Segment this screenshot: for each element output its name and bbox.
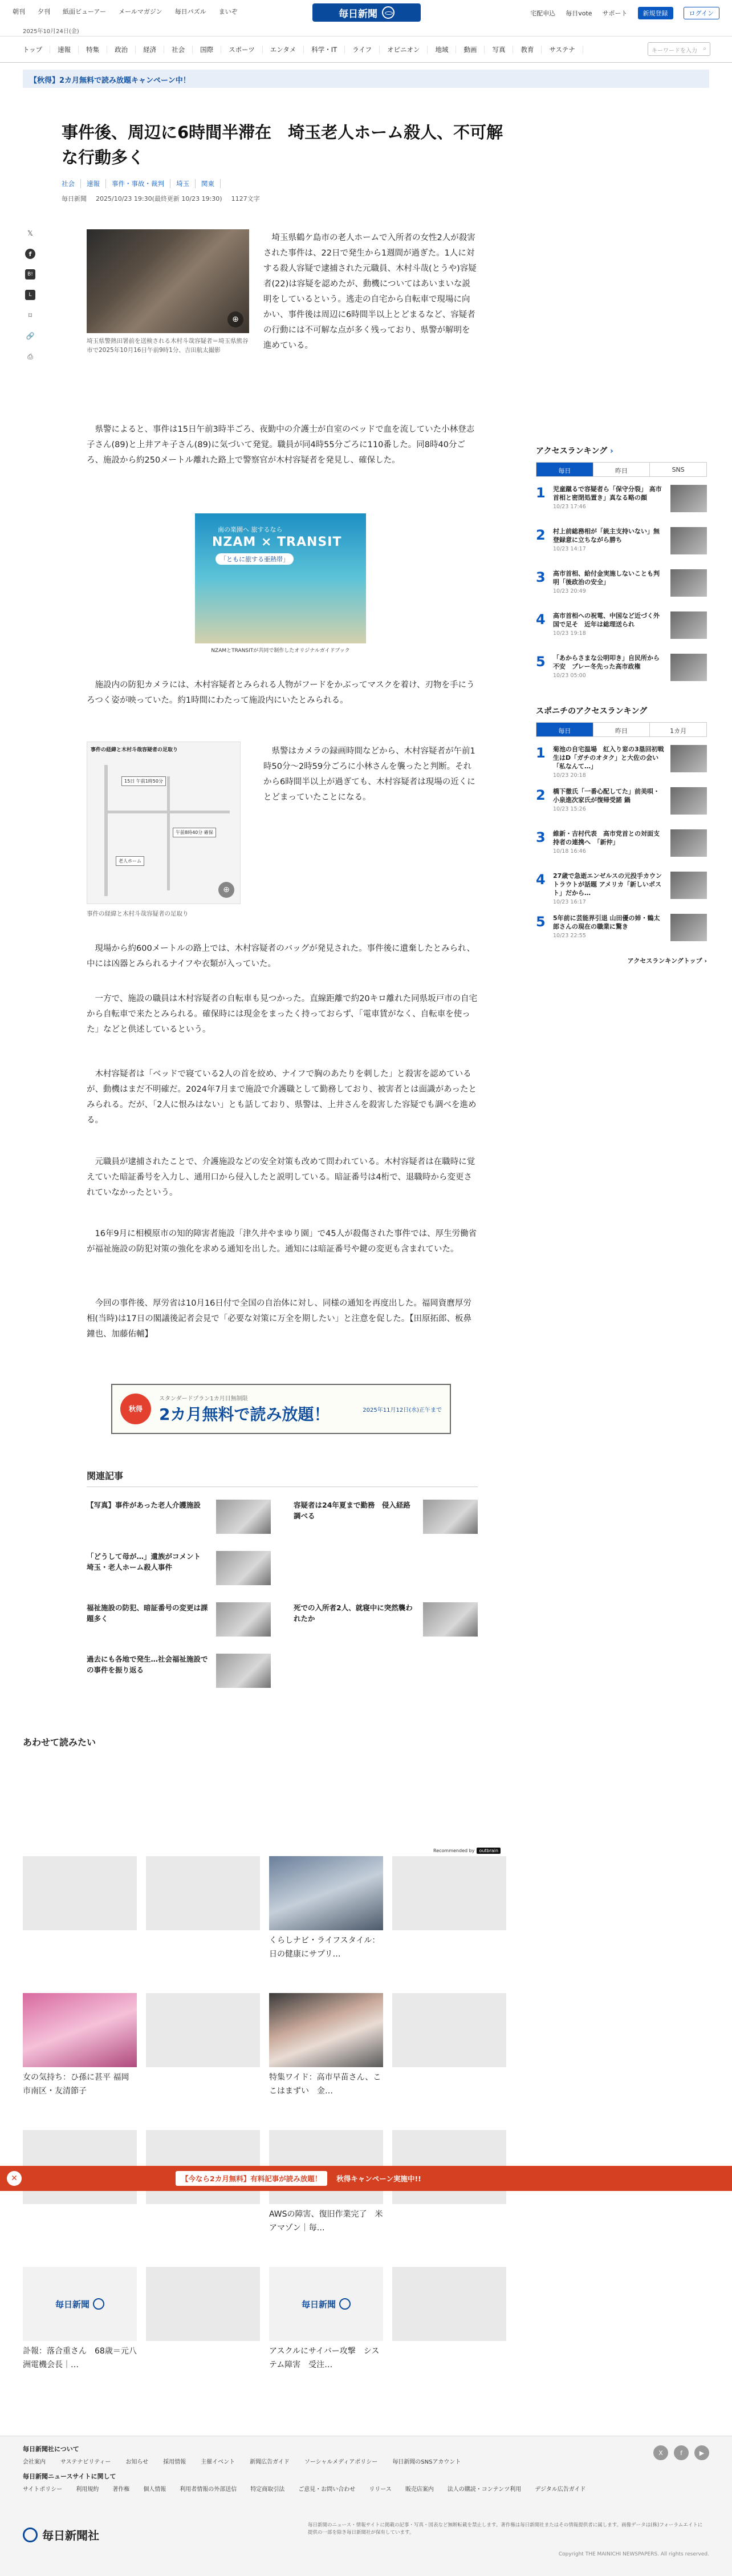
map-label-box: 老人ホーム <box>116 856 144 866</box>
card-title <box>392 2208 506 2235</box>
recommend-card[interactable] <box>146 1993 260 2098</box>
rank-number: 2 <box>536 527 546 543</box>
rank-number: 4 <box>536 611 546 627</box>
footer-link[interactable]: 会社案内 <box>23 2459 46 2465</box>
rank-thumb <box>670 527 707 554</box>
card-image <box>23 2267 137 2341</box>
nav-item-breaking[interactable]: 速報 <box>50 46 79 54</box>
rank-time: 10/23 22:55 <box>553 933 586 939</box>
hatena-icon[interactable]: B! <box>25 269 35 280</box>
rank-time: 10/23 17:46 <box>553 504 586 510</box>
nav-item-politics[interactable]: 政治 <box>107 46 136 54</box>
article-body-5 <box>87 991 478 1038</box>
mainichi-logo <box>302 2298 351 2310</box>
facebook-icon[interactable]: f <box>674 2445 689 2460</box>
footer-link[interactable]: リリース <box>369 2486 392 2493</box>
article-body-7 <box>87 1155 478 1201</box>
card-title <box>392 1934 506 1961</box>
related-thumb <box>423 1602 478 1637</box>
recommend-card[interactable] <box>146 1856 260 1961</box>
nav-item-sports[interactable]: スポーツ <box>221 46 263 54</box>
tab-today[interactable]: 毎日 <box>536 723 593 736</box>
footer-link[interactable]: 採用情報 <box>163 2459 186 2465</box>
card-image <box>146 2267 260 2341</box>
photo-image[interactable] <box>87 229 249 333</box>
banner-headline: 2カ月無料で読み放題！ <box>159 1404 330 1424</box>
banner-text <box>159 1394 330 1425</box>
footer-link[interactable]: 個人情報 <box>143 2486 166 2493</box>
article-photo <box>87 229 249 355</box>
related-thumb <box>216 1602 271 1637</box>
footer-link[interactable]: 利用者情報の外部送信 <box>180 2486 237 2493</box>
footer-link[interactable]: 毎日新聞のSNSアカウント <box>392 2459 461 2465</box>
nav-item-society[interactable]: 社会 <box>164 46 193 54</box>
logo-text: 毎日新聞 <box>339 8 377 20</box>
close-icon[interactable]: ✕ <box>7 2171 22 2186</box>
related-item[interactable] <box>294 1602 478 1637</box>
top-link-evening[interactable]: 夕刊 <box>38 8 50 15</box>
footer-link[interactable]: ご意見・お問い合わせ <box>298 2486 356 2493</box>
rank-title: 高市首相、給付金実施しないことも判明「後政治の安全」 <box>553 570 660 586</box>
ranking-item[interactable] <box>536 654 707 690</box>
article-lead <box>263 230 478 354</box>
footer-about-heading: 毎日新聞社について <box>23 2445 79 2453</box>
rank-title: 橋下徹氏「一番心配してた」前美唄・小泉進次家氏が復帰受諾 鍋 <box>553 788 660 804</box>
card-title <box>146 2344 260 2372</box>
rank-number: 2 <box>536 787 546 803</box>
related-title: 福祉施設の防犯、暗証番号の変更は課題多く <box>87 1603 208 1623</box>
ad-headline: NZAM × TRANSIT <box>212 535 342 549</box>
card-title <box>146 1934 260 1961</box>
rank-time: 10/23 14:17 <box>553 546 586 552</box>
card-image <box>23 1993 137 2067</box>
nav-item-education[interactable]: 教育 <box>513 46 542 54</box>
sidebar <box>536 445 707 965</box>
rank-time: 10/23 05:00 <box>553 673 586 679</box>
article-body-3 <box>263 744 478 805</box>
ranking-item[interactable] <box>536 829 707 866</box>
footer-link[interactable]: 法人の購読・コンテンツ利用 <box>447 2486 522 2493</box>
rank-number: 1 <box>536 745 546 761</box>
tab-month[interactable]: 1カ月 <box>670 727 687 735</box>
footer-link[interactable]: 主催イベント <box>201 2459 235 2465</box>
footer-link[interactable]: お知らせ <box>125 2459 149 2465</box>
footer-logo[interactable] <box>23 2526 99 2543</box>
nav-item-entertainment[interactable]: エンタメ <box>263 46 304 54</box>
card-title <box>23 2208 137 2235</box>
line-icon[interactable]: L <box>25 290 35 300</box>
share-bar <box>25 228 36 372</box>
article-body-1 <box>87 422 478 468</box>
rank-number: 4 <box>536 872 546 888</box>
recommend-row-1 <box>23 1856 507 1961</box>
article-meta <box>62 194 478 203</box>
top-link-mail[interactable]: メールマガジン <box>119 8 162 15</box>
footer-link[interactable]: デジタル広告ガイド <box>535 2486 586 2493</box>
related-articles <box>87 1469 478 1688</box>
related-title: 【写真】事件があった老人介護施設 <box>87 1501 201 1509</box>
footer-link[interactable]: 著作権 <box>112 2486 130 2493</box>
nav-item-video[interactable]: 動画 <box>456 46 485 54</box>
card-title: アスクルにサイバー攻撃 システム障害 受注… <box>269 2347 380 2370</box>
rank-thumb <box>670 787 707 815</box>
nav-item-feature[interactable]: 特集 <box>79 46 107 54</box>
tag-link[interactable]: 埼玉 <box>170 179 196 188</box>
nav-item-life[interactable]: ライフ <box>345 46 380 54</box>
card-title: 特集ワイド：高市早苗さん、ここはまずい 金… <box>269 2073 381 2096</box>
rank-time: 10/23 19:18 <box>553 630 586 637</box>
footer-link[interactable]: 利用規約 <box>76 2486 99 2493</box>
access-ranking-title[interactable] <box>536 445 707 456</box>
chevron-right-icon: › <box>704 957 707 965</box>
nav-item-top[interactable]: トップ <box>23 46 50 54</box>
site-logo[interactable] <box>312 3 421 22</box>
card-image <box>269 1993 383 2067</box>
nav-item-photo[interactable]: 写真 <box>485 46 513 54</box>
rank-thumb <box>670 611 707 639</box>
top-link-support[interactable]: サポート <box>602 10 628 17</box>
link-icon[interactable]: 🔗 <box>26 332 35 340</box>
rank-thumb <box>670 654 707 681</box>
related-item[interactable] <box>87 1551 271 1585</box>
rank-title: 村上前総務相が「統主支持いない」無登録意に立ちながら勝ち <box>553 528 660 544</box>
ranking-item[interactable] <box>536 787 707 824</box>
nav-item-science[interactable]: 科学・IT <box>304 46 345 54</box>
sticky-campaign-banner[interactable] <box>0 2166 732 2191</box>
recommend-card[interactable] <box>23 1993 137 2098</box>
card-title <box>23 1934 137 1961</box>
related-thumb <box>216 1500 271 1534</box>
mainichi-logo <box>55 2298 104 2310</box>
body-paragraph: 施設内の防犯カメラには、木村容疑者とみられる人物がフードをかぶってマスクを着け、刃物を手にうろつく姿が映っていた。約1時間にわたって施設内にいたとみられる。 <box>87 681 475 705</box>
related-item[interactable] <box>87 1654 271 1688</box>
ad-subline: 「ともに旅する亜熱帯」 <box>215 553 294 565</box>
sticky-submessage: 秋得キャンペーン実施中!! <box>336 2174 421 2183</box>
rank-thumb <box>670 745 707 772</box>
access-tabs <box>536 462 707 477</box>
recommended-by <box>433 1848 501 1854</box>
article-header <box>62 120 503 203</box>
card-title <box>146 2208 260 2235</box>
related-title: 過去にも各地で発生…社会福祉施設での事件を振り返る <box>87 1655 208 1674</box>
recommend-card[interactable] <box>23 1856 137 1961</box>
ad-text: 南の楽園へ 旅するなら <box>218 526 283 533</box>
nav-item-economy[interactable]: 経済 <box>136 46 164 54</box>
map-label-box: 午前8時40分 確保 <box>173 828 216 837</box>
tab-sns[interactable]: SNS <box>672 466 685 473</box>
logo-text: 毎日新聞 <box>55 2299 90 2310</box>
rank-title: 菊池の自宅温場 紅入り窓の3塁回初戦生はD「ガチのオタク」と大佐の会い「私なんて…」 <box>553 746 664 770</box>
map-caption: 事件の経緯と木村斗哉容疑者の足取り <box>87 910 189 917</box>
footer-link[interactable]: ソーシャルメディアポリシー <box>304 2459 378 2465</box>
rank-thumb <box>670 485 707 512</box>
search-placeholder: キーワードを入力 <box>652 48 697 54</box>
sports-tabs <box>536 722 707 737</box>
card-image <box>392 1856 506 1930</box>
top-left-links <box>13 7 238 16</box>
ranking-item[interactable] <box>536 527 707 564</box>
top-utility-bar <box>0 0 732 24</box>
rank-thumb <box>670 829 707 857</box>
banner-badge: 秋得 <box>120 1394 151 1424</box>
footer-link[interactable]: 新聞広告ガイド <box>250 2459 290 2465</box>
article-body-9 <box>87 1296 478 1342</box>
print-icon[interactable]: ⎙ <box>27 352 33 361</box>
related-thumb <box>216 1551 271 1585</box>
rank-title: 27歳で急逝エンゼルスの元投手カウントラウトが話題 アメリカ「新しいポスト」だから… <box>553 872 662 897</box>
footer-logo-text: 毎日新聞社 <box>42 2529 99 2542</box>
rank-time: 10/23 15:26 <box>553 806 586 812</box>
card-title: 女の気持ち：ひ孫に甚平 福岡市南区・友清節子 <box>23 2073 129 2096</box>
ranking-item[interactable] <box>536 569 707 606</box>
tag-link[interactable]: 事件・事故・裁判 <box>106 179 170 188</box>
footer-link[interactable]: 販売店案内 <box>405 2486 434 2493</box>
related-grid <box>87 1500 478 1688</box>
card-image <box>269 1856 383 1930</box>
rank-time: 10/23 20:18 <box>553 772 586 779</box>
footer-site-heading: 毎日新聞ニュースサイトに関して <box>23 2473 116 2480</box>
card-title: くらしナビ・ライフスタイル：日の健康にサプリ… <box>269 1936 380 1959</box>
rank-number: 3 <box>536 569 546 585</box>
banner-deadline: 2025年11月12日(水)正午まで <box>363 1407 442 1413</box>
body-paragraph: 県警によると、事件は15日午前3時半ごろ、夜勤中の介護士が自室のベッドで血を流していた小林登志子さん(89)と上井アキ子さん(89)に気づいて発覚。職員が同4時55分ごろに110番した。同8時40分ごろ、施設から約250メートル離れた路上で警察官が木村容疑者を発見し、確保した。 <box>87 425 475 465</box>
footer-link[interactable]: サステナビリティー <box>60 2459 111 2465</box>
map-road <box>167 776 170 890</box>
ranking-item[interactable] <box>536 745 707 781</box>
route-map[interactable] <box>87 742 241 904</box>
recommend-card[interactable] <box>269 1993 383 2098</box>
body-paragraph: 今回の事件後、厚労省は10月16日付で全国の自治体に対し、同様の通知を再度出した。福岡資麿厚労相(当時)は17日の閣議後記者会見で「必要な対策に万全を期したい」と注意を促した。【田原拓郎、板鼻鐘也、加藤佑輔】 <box>87 1299 472 1339</box>
top-link-vote[interactable]: 毎日vote <box>566 10 592 17</box>
recommend-card[interactable] <box>23 2267 137 2372</box>
rank-title: 維新・吉村代表 高市党首との対面支持者の連携へ 「新仲」 <box>553 830 660 846</box>
ranking-more-link[interactable] <box>536 956 707 965</box>
article-title: 事件後、周辺に6時間半滞在 埼玉老人ホーム殺人、不可解な行動多く <box>62 123 503 167</box>
card-title <box>146 2071 260 2098</box>
related-thumb <box>423 1500 478 1534</box>
related-item[interactable] <box>294 1500 478 1534</box>
card-image <box>146 1993 260 2067</box>
related-thumb <box>216 1654 271 1688</box>
x-icon[interactable]: 𝕏 <box>27 229 33 237</box>
card-image <box>146 1856 260 1930</box>
rank-number: 5 <box>536 654 546 670</box>
register-button[interactable]: 新規登録 <box>638 7 673 19</box>
chevron-right-icon: › <box>610 447 613 456</box>
inline-ad[interactable] <box>195 513 366 656</box>
article-body-8 <box>87 1226 478 1257</box>
nav-item-sustain[interactable]: サステナ <box>542 46 583 54</box>
card-image <box>269 2267 383 2341</box>
body-paragraph: 元職員が逮捕されたことで、介護施設などの安全対策も改めて問われている。木村容疑者は在職時に覚えていた暗証番号を入力し、通用口から侵入したと説明している。暗証番号は4桁で、退職時から変更されていなかったという。 <box>87 1157 475 1197</box>
related-heading: 関連記事 <box>87 1469 478 1487</box>
top-link-morning[interactable]: 朝刊 <box>13 8 25 15</box>
date-display: 2025年10月24日(金) <box>0 24 732 37</box>
photo-caption: 埼玉県警熱田署前を送検される木村斗哉容疑者＝埼玉県熊谷市で2025年10月16日午前9時1分、吉田航太撮影 <box>87 338 249 354</box>
related-title: 死での入所者2人、就寝中に突然襲われたか <box>294 1603 413 1623</box>
article-date: 2025/10/23 19:30(最終更新 10/23 19:30) <box>96 195 222 202</box>
search-input[interactable] <box>648 42 710 56</box>
x-icon[interactable]: X <box>653 2445 668 2460</box>
body-paragraph: 現場から約600メートルの路上では、木村容疑者のバッグが発見された。事件後に遺棄したとみられ、中には凶器とみられるナイフや衣類が入っていた。 <box>87 944 475 969</box>
more-label: アクセスランキングトップ <box>627 957 702 965</box>
ranking-item[interactable] <box>536 485 707 521</box>
recommend-card[interactable] <box>146 2267 260 2372</box>
footer-social <box>653 2445 709 2460</box>
nav-item-world[interactable]: 国際 <box>193 46 221 54</box>
access-ranking-label: アクセスランキング <box>536 447 608 456</box>
rank-title: 高市首相への祝電、中国など近づく外国で足そ 近年は総理送られ <box>553 612 660 628</box>
related-item-empty <box>294 1551 478 1585</box>
ranking-item[interactable] <box>536 914 707 950</box>
tab-yesterday[interactable]: 昨日 <box>593 463 650 476</box>
top-link-viewer[interactable]: 紙面ビューアー <box>63 8 107 15</box>
sticky-message: 【今なら2カ月無料】有料記事が読み放題！ <box>176 2171 327 2186</box>
banner-small: スタンダードプラン1カ月目無制限 <box>159 1395 248 1402</box>
article-source: 毎日新聞 <box>62 195 87 202</box>
card-image <box>392 2267 506 2341</box>
rank-time: 10/23 20:49 <box>553 588 586 594</box>
nav-item-opinion[interactable]: オピニオン <box>380 46 428 54</box>
logo-text: 毎日新聞 <box>301 2299 336 2310</box>
sports-ranking-title: スポニチのアクセスランキング <box>536 707 648 716</box>
top-link-puzzle[interactable]: 毎日パズル <box>174 8 206 15</box>
ad-footer: NZAMとTRANSITが共同で制作したオリジナルガイドブック <box>195 643 366 656</box>
card-title <box>392 2071 506 2098</box>
main-nav <box>0 37 732 63</box>
related-item[interactable] <box>87 1602 271 1637</box>
map-label-box: 15日 午前1時50分 <box>121 776 166 786</box>
ranking-item[interactable] <box>536 611 707 648</box>
top-link-maizo[interactable]: まいぞ <box>218 8 238 15</box>
rank-time: 10/23 16:17 <box>553 899 586 905</box>
article-body-6 <box>87 1067 478 1128</box>
rank-number: 5 <box>536 914 546 930</box>
recommend-row-4 <box>23 2267 507 2372</box>
recommended-heading: あわせて読みたい <box>23 1737 96 1748</box>
outbrain-logo[interactable]: outbrain <box>477 1848 501 1854</box>
related-title: 容疑者は24年夏まで勤務 侵入経路調べる <box>294 1501 410 1520</box>
article-tags <box>62 179 478 188</box>
card-title <box>392 2344 506 2372</box>
tag-link[interactable]: 速報 <box>81 179 106 188</box>
bookmark-icon[interactable]: ⌑ <box>28 311 32 319</box>
article-body-4 <box>87 941 478 972</box>
zoom-icon[interactable]: ⊕ <box>218 882 234 898</box>
rank-title: 5年前に芸能界引退 山田優の姉・鶴太郎さんの現在の職業に驚き <box>553 914 660 930</box>
recommended-by-label: Recommended by <box>433 1848 475 1853</box>
footer <box>0 2436 732 2576</box>
footer-site-links <box>23 2484 585 2493</box>
card-image <box>392 1993 506 2067</box>
rank-thumb <box>670 569 707 597</box>
body-paragraph: 16年9月に相模原市の知的障害者施設「津久井やまゆり園」で45人が殺傷された事件では、厚生労働省が福祉施設の防犯対策の強化を求める通知を出した。通知には暗証番号や鍵の変更も含まれていた。 <box>87 1229 477 1254</box>
youtube-icon[interactable]: ▶ <box>694 2445 709 2460</box>
tag-link[interactable]: 関東 <box>196 179 221 188</box>
related-item[interactable] <box>87 1500 271 1534</box>
recommend-card[interactable] <box>392 1993 506 2098</box>
body-paragraph: 一方で、施設の職員は木村容疑者の自転車も見つかった。直線距離で約20キロ離れた同県坂戸市の自宅から自転車で来たとみられる。確保時には現金をまったく持っておらず、「電車賃がなく、自転車を使った」などと供述しているという。 <box>87 994 478 1034</box>
ranking-item[interactable] <box>536 872 707 908</box>
recommend-card[interactable] <box>269 1856 383 1961</box>
recommend-card[interactable] <box>269 2267 383 2372</box>
body-paragraph: 県警はカメラの録画時間などから、木村容疑者が午前1時50分～2時59分ごろに小林さんを襲ったと判断。それから6時間半以上が過ぎても、木村容疑者は現場の近くにとどまっていたことになる。 <box>263 747 475 802</box>
globe-icon <box>339 2298 351 2310</box>
map-title: 事件の経緯と木村斗哉容疑者の足取り <box>91 747 178 753</box>
rank-thumb <box>670 872 707 899</box>
lead-paragraph: 埼玉県鶴ケ島市の老人ホームで入所者の女性2人が殺害された事件は、22日で発生から1週間が過ぎた。1人に対する殺人容疑で逮捕された元職員、木村斗哉(とうや)容疑者(22)は容疑を認めたが、動機についてはあいまいな説明をしているという。逃走の自宅から自転車で現場に向かい、事件後は周辺に6時間半以上とどまるなど、容疑者の行動には不可解な点が多く残っており、県警が解明を進めている。 <box>263 233 477 350</box>
globe-icon <box>93 2298 104 2310</box>
facebook-icon[interactable]: f <box>25 249 35 259</box>
map-road <box>104 765 108 896</box>
card-image <box>23 1856 137 1930</box>
top-link-delivery[interactable]: 宅配申込 <box>530 10 556 17</box>
footer-link[interactable]: サイトポリシー <box>23 2486 63 2493</box>
footer-about-links <box>23 2457 461 2465</box>
article-body-2 <box>87 678 478 708</box>
rank-number: 1 <box>536 485 546 501</box>
globe-icon <box>23 2528 38 2542</box>
top-right-links <box>530 7 719 19</box>
tag-link[interactable]: 社会 <box>62 179 81 188</box>
footer-notice: 毎日新聞のニュース・情報サイトに掲載の記事・写真・図表など無断転載を禁止します。著作権は毎日新聞社またはその情報提供者に属します。画像データは(株)フォーラムエイトに提供の一部を除き毎日新聞社が保有しています。 <box>308 2522 703 2536</box>
body-paragraph: 木村容疑者は「ベッドで寝ている2人の首を絞め、ナイフで胸のあたりを刺した」と殺害を認めているが、動機はまだ不明確だ。2024年7月まで施設で介護職として勤務しており、被害者とは面識があったとみられる。だが、「2人に恨みはない」とも話しており、県警は、上井さんを殺害した容疑でも調べを進める。 <box>87 1070 477 1125</box>
card-title: 訃報：落合重さん 68歳＝元八洲電機会長｜… <box>23 2347 137 2370</box>
rank-number: 3 <box>536 829 546 845</box>
login-button[interactable]: ログイン <box>684 7 719 19</box>
recommend-card[interactable] <box>392 2267 506 2372</box>
related-title: 「どうして母が…」遺族がコメント 埼玉・老人ホーム殺人事件 <box>87 1552 208 1571</box>
zoom-icon[interactable]: ⊕ <box>227 311 243 327</box>
nav-item-local[interactable]: 地域 <box>428 46 456 54</box>
copyright: Copyright THE MAINICHI NEWSPAPERS. All rights reserved. <box>558 2551 709 2557</box>
campaign-bar[interactable]: 【秋得】2カ月無料で読み放題キャンペーン中！ <box>23 70 709 88</box>
globe-icon <box>382 6 395 19</box>
tab-today[interactable]: 毎日 <box>536 463 593 476</box>
recommend-card[interactable] <box>392 1856 506 1961</box>
rank-thumb <box>670 914 707 941</box>
tab-yesterday[interactable]: 昨日 <box>593 723 650 736</box>
rank-time: 10/18 16:46 <box>553 848 586 854</box>
subscribe-banner[interactable] <box>111 1384 451 1434</box>
article-chars: 1127文字 <box>231 195 260 202</box>
card-title: AWSの障害、復旧作業完了 米アマゾン｜毎… <box>269 2210 383 2233</box>
recommend-row-2 <box>23 1993 507 2098</box>
rank-title: 「あからさまな公明叩き」自民所から不安 プレー冬先った高市政権 <box>553 654 660 670</box>
search-icon: ⌕ <box>703 46 706 52</box>
rank-title: 児童蹴るで容疑者ら「保守分裂」 高市首相と密閉処置き」真なる略の顔 <box>553 485 662 501</box>
footer-link[interactable]: 特定商取引法 <box>250 2486 285 2493</box>
